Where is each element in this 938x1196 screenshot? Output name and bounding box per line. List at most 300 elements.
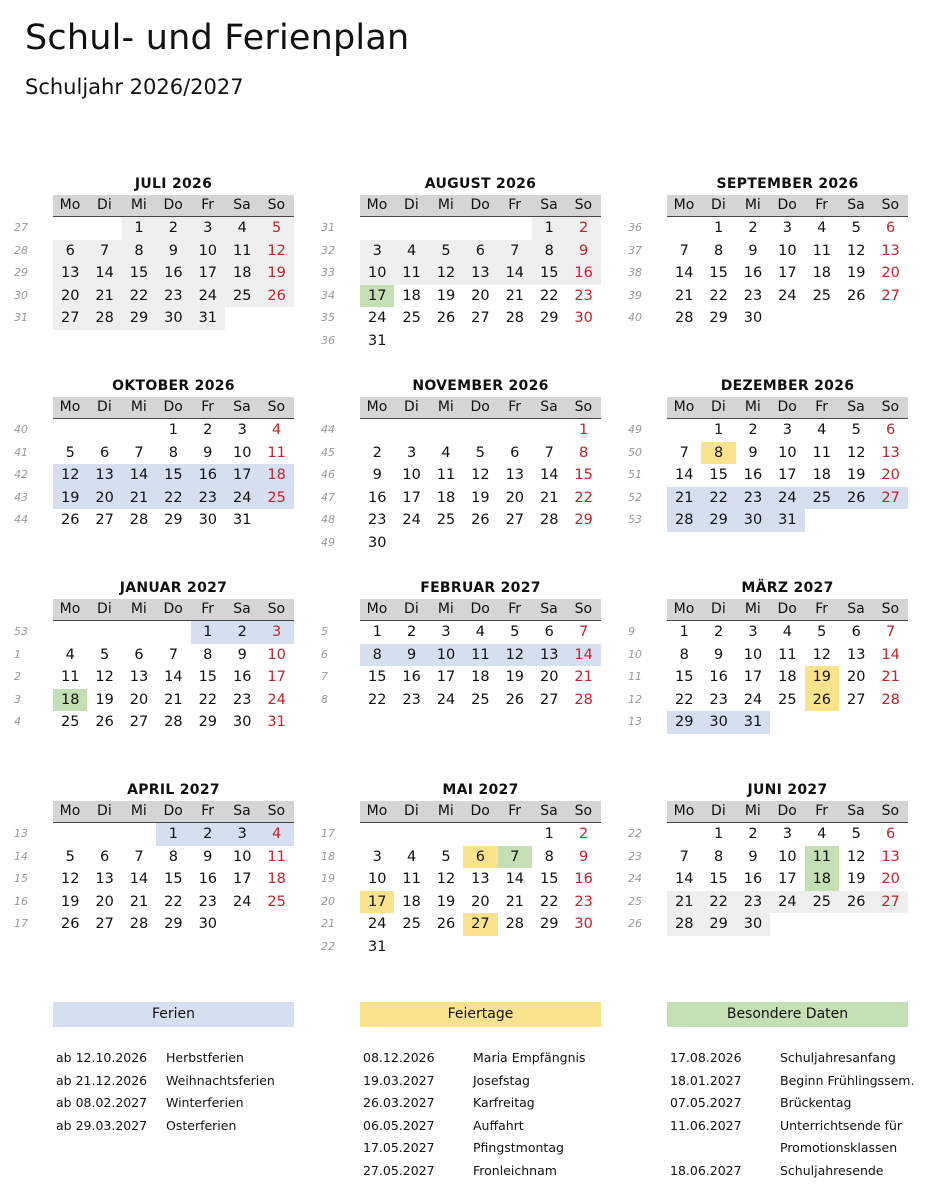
day-cell: 23 (574, 287, 593, 304)
day-cell: 14 (881, 646, 900, 663)
week-number: 51 (628, 468, 642, 481)
day-cell: 30 (701, 711, 735, 734)
day-cell: 23 (402, 691, 421, 708)
weekday-label: Mi (744, 803, 761, 819)
weekday-label: Mi (130, 197, 147, 213)
day-cell: 27 (129, 714, 149, 730)
legend-feiertage (360, 1002, 601, 1178)
week-row (321, 689, 601, 712)
day-cell: 8 (532, 240, 566, 263)
day-cell: 2 (406, 624, 417, 640)
day-cell: 28 (87, 307, 121, 330)
legend-item-name: Herbstferien (166, 1050, 244, 1065)
legend-item-date: ab 21.12.2026 (56, 1072, 148, 1088)
day-cell: 28 (674, 310, 694, 326)
day-cell: 5 (65, 444, 75, 461)
day-cell: 4 (225, 217, 259, 240)
day-cell: 14 (498, 262, 532, 285)
week-number: 29 (14, 266, 28, 279)
day-cell: 19 (505, 669, 525, 685)
day-cell: 24 (770, 891, 804, 914)
legend-item-name: Pfingstmontag (473, 1140, 564, 1156)
day-cell: 30 (743, 310, 763, 326)
week-number: 53 (14, 625, 28, 638)
day-cell: 29 (701, 509, 735, 532)
weekday-label: So (267, 803, 286, 819)
day-cell: 19 (436, 287, 456, 304)
day-cell: 17 (778, 265, 797, 281)
day-cell: 26 (436, 310, 456, 326)
day-cell: 12 (812, 646, 832, 663)
weekday-label: Do (470, 197, 490, 213)
day-cell: 11 (778, 646, 797, 663)
week-row (14, 419, 294, 442)
day-cell: 1 (168, 422, 178, 438)
weekday-label: Mo (673, 601, 695, 617)
day-cell: 4 (65, 646, 75, 663)
day-cell: 28 (505, 310, 525, 326)
day-cell: 26 (505, 691, 525, 708)
week-number: 13 (14, 827, 28, 840)
week-row (14, 487, 294, 510)
day-cell: 13 (129, 669, 149, 685)
week-row (321, 644, 601, 667)
day-cell: 5 (510, 624, 520, 640)
day-cell: 16 (367, 489, 387, 506)
day-cell: 21 (505, 893, 525, 910)
week-number: 41 (14, 445, 28, 459)
day-cell: 3 (191, 217, 225, 240)
weekday-label: Mi (130, 399, 147, 415)
day-cell: 8 (203, 646, 213, 663)
day-cell: 29 (198, 714, 218, 730)
day-cell: 4 (259, 823, 293, 846)
day-cell: 1 (578, 422, 589, 438)
day-cell: 24 (367, 310, 387, 326)
week-row (628, 509, 908, 532)
day-cell: 12 (436, 871, 456, 887)
weekday-label: Fr (815, 197, 828, 213)
day-cell: 5 (851, 422, 861, 438)
day-cell: 8 (713, 848, 724, 865)
day-cell: 7 (679, 444, 689, 461)
week-row (14, 262, 294, 285)
week-row (321, 936, 601, 959)
day-cell: 9 (203, 444, 213, 461)
legend-item-date: 27.05.2027 (363, 1163, 435, 1178)
day-cell: 26 (839, 891, 873, 914)
day-cell: 2 (566, 217, 600, 240)
day-cell: 8 (713, 242, 724, 259)
week-row (14, 621, 294, 644)
week-number: 13 (628, 715, 642, 728)
day-cell: 24 (225, 487, 259, 510)
month-title: FEBRUAR 2027 (420, 580, 541, 596)
day-cell: 5 (475, 444, 485, 461)
weekday-label: Mi (744, 399, 761, 415)
weekday-header (667, 195, 908, 217)
day-cell: 7 (679, 242, 689, 259)
day-cell: 21 (87, 285, 121, 308)
day-cell: 16 (743, 467, 763, 483)
day-cell: 30 (198, 916, 218, 932)
week-row (321, 823, 601, 846)
week-number: 21 (321, 917, 335, 930)
day-cell: 21 (164, 691, 183, 708)
month-title: OKTOBER 2026 (112, 378, 235, 394)
day-cell: 25 (402, 916, 421, 932)
weekday-label: Mo (673, 197, 695, 213)
day-cell: 21 (881, 669, 900, 685)
day-cell: 10 (402, 467, 421, 483)
day-cell: 4 (271, 422, 282, 438)
week-number: 3 (14, 692, 21, 706)
day-cell: 10 (778, 848, 797, 865)
legend-item-date: 11.06.2027 (670, 1117, 742, 1133)
day-cell: 21 (667, 891, 701, 914)
day-cell: 15 (674, 669, 694, 685)
day-cell: 11 (463, 644, 497, 667)
week-number: 10 (628, 647, 642, 661)
legend-item-name: Brückentag (780, 1095, 852, 1111)
day-cell: 31 (367, 938, 387, 955)
day-cell: 21 (122, 487, 156, 510)
day-cell: 6 (851, 624, 861, 640)
day-cell: 19 (846, 467, 866, 483)
day-cell: 22 (701, 891, 735, 914)
day-cell: 10 (232, 848, 252, 865)
day-cell: 11 (436, 467, 456, 483)
day-cell: 6 (99, 444, 110, 461)
legend-item-date: 18.06.2027 (670, 1163, 742, 1178)
weekday-header (667, 599, 908, 621)
day-cell: 13 (463, 262, 497, 285)
day-cell: 25 (60, 714, 80, 730)
day-cell: 28 (881, 691, 900, 708)
week-number: 53 (628, 513, 642, 526)
day-cell: 14 (87, 262, 121, 285)
week-number: 40 (628, 311, 642, 324)
day-cell: 19 (95, 691, 114, 708)
day-cell: 25 (812, 287, 832, 304)
day-cell: 14 (539, 467, 559, 483)
day-cell: 13 (881, 242, 900, 259)
day-cell: 20 (53, 285, 87, 308)
week-row (628, 487, 908, 510)
day-cell: 19 (53, 487, 87, 510)
week-row (321, 419, 601, 442)
week-row (14, 846, 294, 869)
day-cell: 14 (674, 871, 694, 887)
day-cell: 15 (367, 669, 387, 685)
day-cell: 23 (736, 487, 770, 510)
week-number: 33 (321, 266, 335, 279)
weekday-label: Mo (59, 197, 81, 213)
week-row (321, 621, 601, 644)
day-cell: 11 (812, 242, 832, 259)
week-row (321, 846, 601, 869)
day-cell: 3 (782, 220, 792, 236)
day-cell: 9 (203, 848, 213, 865)
day-cell: 20 (881, 871, 900, 887)
day-cell: 15 (709, 871, 728, 887)
week-row (14, 240, 294, 263)
day-cell: 17 (436, 669, 456, 685)
day-cell: 29 (539, 916, 559, 932)
day-cell: 16 (156, 262, 190, 285)
weekday-label: So (881, 399, 900, 415)
week-number: 31 (14, 311, 28, 324)
day-cell: 11 (394, 262, 428, 285)
day-cell: 6 (463, 240, 497, 263)
day-cell: 28 (667, 913, 701, 936)
day-cell: 13 (471, 871, 490, 887)
day-cell: 25 (805, 487, 839, 510)
weekday-label: Di (97, 399, 112, 415)
day-cell: 24 (743, 691, 763, 708)
day-cell: 6 (885, 826, 896, 842)
day-cell: 10 (778, 242, 797, 259)
week-row (628, 464, 908, 487)
weekday-label: Mi (437, 601, 454, 617)
day-cell: 1 (713, 220, 724, 236)
week-number: 38 (628, 266, 642, 279)
week-row (321, 307, 601, 330)
day-cell: 19 (259, 262, 293, 285)
weekday-label: So (574, 803, 593, 819)
week-number: 35 (321, 311, 335, 324)
day-cell: 16 (566, 262, 600, 285)
weekday-label: So (881, 197, 900, 213)
day-cell: 21 (505, 287, 525, 304)
week-row (14, 666, 294, 689)
day-cell: 12 (846, 848, 866, 865)
day-cell: 2 (748, 422, 758, 438)
day-cell: 8 (701, 442, 735, 465)
day-cell: 1 (122, 217, 156, 240)
legend-item-date: 06.05.2027 (363, 1117, 435, 1133)
day-cell: 2 (156, 217, 190, 240)
day-cell: 1 (191, 621, 225, 644)
day-cell: 2 (748, 826, 758, 842)
day-cell: 23 (198, 893, 218, 910)
legend-item-name: Promotionsklassen (780, 1140, 898, 1156)
day-cell: 28 (129, 916, 149, 932)
day-cell: 4 (782, 624, 792, 640)
day-cell: 23 (156, 285, 190, 308)
day-cell: 7 (87, 240, 121, 263)
weekday-header (53, 801, 294, 823)
day-cell: 4 (817, 826, 827, 842)
day-cell: 15 (156, 464, 190, 487)
day-cell: 27 (873, 487, 907, 510)
day-cell: 3 (782, 422, 792, 438)
week-number: 36 (321, 333, 335, 347)
legend-item-date: 08.12.2026 (363, 1050, 435, 1065)
week-number: 5 (321, 625, 328, 638)
day-cell: 12 (53, 464, 87, 487)
day-cell: 1 (713, 826, 724, 842)
day-cell: 5 (429, 240, 463, 263)
week-row (321, 217, 601, 240)
day-cell: 4 (406, 848, 417, 865)
day-cell: 30 (574, 310, 593, 326)
day-cell: 6 (53, 240, 87, 263)
weekday-label: Sa (540, 197, 558, 213)
day-cell: 29 (709, 310, 728, 326)
day-cell: 29 (164, 512, 183, 528)
weekday-header (360, 195, 601, 217)
day-cell: 5 (441, 848, 451, 865)
day-cell: 11 (225, 240, 259, 263)
day-cell: 30 (232, 714, 252, 730)
week-number: 9 (628, 625, 635, 638)
weekday-label: Sa (847, 601, 865, 617)
day-cell: 14 (129, 871, 149, 887)
day-cell: 31 (736, 711, 770, 734)
legend-ferien-title: Ferien (53, 1002, 294, 1027)
day-cell: 3 (360, 240, 394, 263)
day-cell: 9 (372, 467, 382, 483)
day-cell: 20 (505, 489, 525, 506)
day-cell: 7 (544, 444, 554, 461)
week-number: 4 (14, 715, 21, 728)
day-cell: 18 (402, 287, 421, 304)
day-cell: 16 (743, 871, 763, 887)
day-cell: 31 (267, 714, 286, 730)
weekday-label: Fr (201, 601, 214, 617)
day-cell: 14 (674, 467, 694, 483)
week-row (14, 644, 294, 667)
legend-item-name: Fronleichnam (473, 1163, 557, 1178)
day-cell: 29 (701, 913, 735, 936)
legend-item-name: Beginn Frühlingssem. (780, 1072, 915, 1088)
day-cell: 3 (225, 823, 259, 846)
day-cell: 22 (574, 489, 593, 506)
week-row (628, 846, 908, 869)
day-cell: 29 (539, 310, 559, 326)
day-cell: 9 (748, 444, 758, 461)
day-cell: 7 (134, 444, 144, 461)
week-row (628, 644, 908, 667)
week-row (14, 307, 294, 330)
day-cell: 5 (99, 646, 110, 663)
day-cell: 28 (574, 691, 593, 708)
day-cell: 27 (846, 691, 866, 708)
day-cell: 28 (667, 509, 701, 532)
day-cell: 30 (198, 512, 218, 528)
weekday-label: Do (163, 399, 183, 415)
day-cell: 5 (851, 220, 861, 236)
week-row (628, 666, 908, 689)
day-cell: 26 (60, 512, 80, 528)
day-cell: 5 (65, 848, 75, 865)
day-cell: 1 (372, 624, 382, 640)
day-cell: 26 (60, 916, 80, 932)
day-cell: 18 (53, 689, 87, 712)
day-cell: 10 (778, 444, 797, 461)
day-cell: 15 (164, 871, 183, 887)
weekday-label: Fr (201, 399, 214, 415)
day-cell: 8 (122, 240, 156, 263)
weekday-label: Do (470, 601, 490, 617)
weekday-label: Fr (815, 399, 828, 415)
week-number: 37 (628, 243, 642, 257)
day-cell: 17 (778, 871, 797, 887)
weekday-label: Sa (233, 601, 251, 617)
day-cell: 22 (674, 691, 694, 708)
legend-item-name: Schuljahresende (780, 1163, 884, 1178)
week-number: 34 (321, 288, 335, 302)
legend-item-date: ab 12.10.2026 (56, 1050, 148, 1065)
legend-besondere-title: Besondere Daten (667, 1002, 908, 1027)
weekday-label: Di (404, 197, 419, 213)
day-cell: 31 (232, 512, 252, 528)
day-cell: 13 (881, 848, 900, 865)
weekday-label: Mo (366, 803, 388, 819)
day-cell: 24 (402, 512, 421, 528)
legend-ferien (53, 1002, 294, 1133)
day-cell: 18 (805, 868, 839, 891)
day-cell: 27 (539, 691, 559, 708)
day-cell: 4 (441, 444, 451, 461)
day-cell: 9 (578, 848, 589, 865)
day-cell: 24 (267, 691, 286, 708)
week-number: 30 (14, 288, 28, 302)
weekday-label: Mi (130, 803, 147, 819)
day-cell: 4 (817, 220, 827, 236)
day-cell: 19 (60, 893, 80, 910)
day-cell: 29 (122, 307, 156, 330)
week-row (14, 868, 294, 891)
weekday-label: Fr (508, 601, 521, 617)
day-cell: 22 (539, 287, 559, 304)
weekday-label: Di (97, 803, 112, 819)
week-number: 27 (14, 221, 28, 234)
day-cell: 18 (402, 893, 421, 910)
day-cell: 4 (475, 624, 485, 640)
day-cell: 20 (87, 487, 121, 510)
page-subtitle: Schuljahr 2026/2027 (25, 75, 244, 99)
day-cell: 17 (232, 871, 252, 887)
week-row (628, 689, 908, 712)
day-cell: 27 (505, 512, 525, 528)
legend-item-date: ab 08.02.2027 (56, 1095, 148, 1111)
day-cell: 7 (134, 848, 144, 865)
day-cell: 23 (743, 287, 763, 304)
day-cell: 22 (701, 487, 735, 510)
day-cell: 16 (709, 669, 728, 685)
weekday-label: Do (777, 601, 797, 617)
weekday-label: Mi (130, 601, 147, 617)
week-row (628, 217, 908, 240)
legend-item-name: Schuljahresanfang (780, 1050, 896, 1065)
week-number: 32 (321, 243, 335, 257)
weekday-label: Mo (673, 399, 695, 415)
day-cell: 22 (156, 487, 190, 510)
day-cell: 15 (532, 262, 566, 285)
week-row (321, 442, 601, 465)
weekday-label: Sa (233, 803, 251, 819)
day-cell: 17 (191, 262, 225, 285)
day-cell: 13 (881, 444, 900, 461)
day-cell: 30 (736, 913, 770, 936)
day-cell: 18 (259, 464, 293, 487)
day-cell: 13 (95, 871, 114, 887)
weekday-label: Fr (815, 601, 828, 617)
weekday-label: Di (97, 197, 112, 213)
week-number: 36 (628, 221, 642, 234)
